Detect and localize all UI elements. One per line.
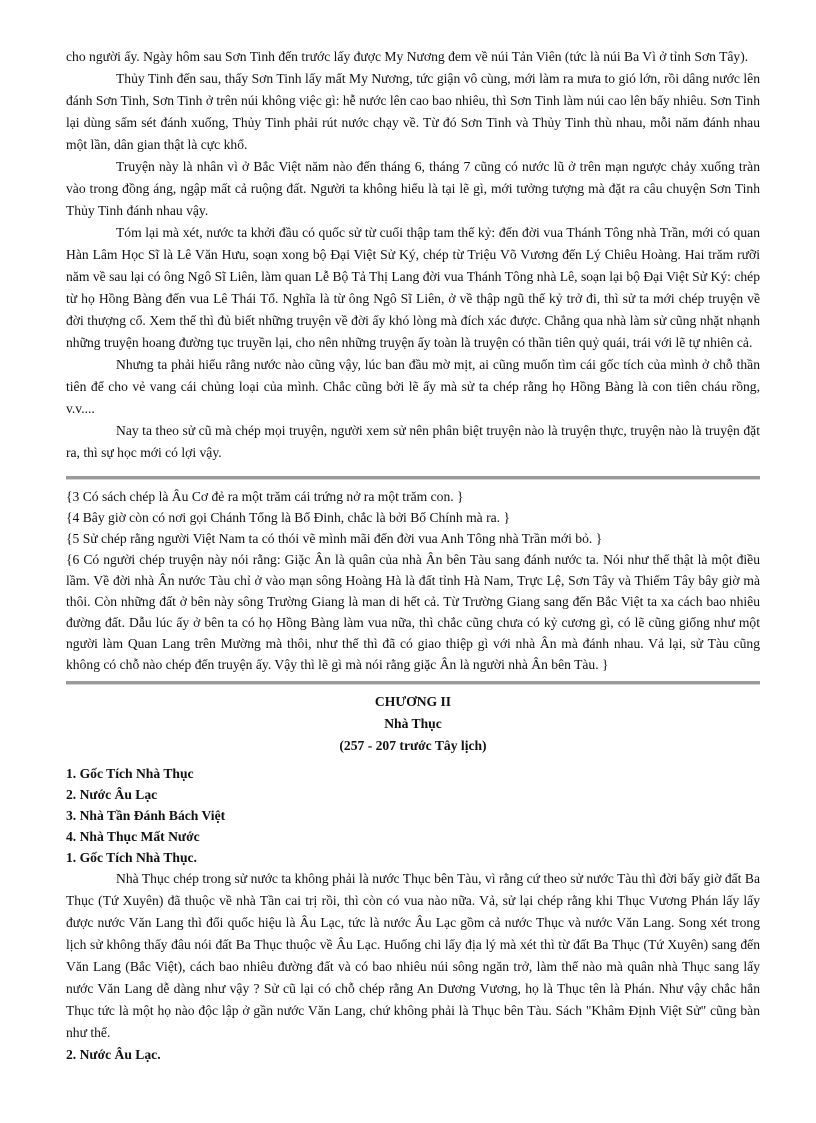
toc-item: 3. Nhà Tần Đánh Bách Việt: [66, 808, 226, 823]
footnote-divider: [66, 476, 760, 480]
body-paragraph: Nhà Thục chép trong sử nước ta không phải là nước Thục bên Tàu, vì rằng cứ theo sử nước Tàu thì đời bấy giờ đất Ba Thục (Tứ Xuyên) đã thuộc về nhà Tần cai trị rồi, thì còn có vua nào nữa. Vả, sử lại chép rằng khi Thục Vương Phán lấy lấy được nước Văn Lang thì đổi quốc hiệu là Âu Lạc, tức là nước Âu Lạc gồm cả nước Thục và nước Văn Lang. Song xét trong lịch sử không thấy đâu nói đất Ba Thục thuộc về Âu Lạc. Huống chi lấy địa lý mà xét thì từ đất Ba Thục (Tứ Xuyên) sang đến Văn Lang (Bắc Việt), cách bao nhiêu đường đất và có bao nhiêu núi sông ngăn trở, làm thế nào mà quân nhà Thục sang lấy nước Văn Lang dễ dàng như vậy ? Sử cũ lại có chỗ chép rằng An Dương Vương, họ là Thục tên là Phán. Như vậy chắc hẳn Thục tức là một họ nào độc lập ở gần nước Văn Lang, chứ không phải là Thục bên Tàu. Sách "Khâm Định Việt Sử" cũng bàn như thế.: [66, 871, 760, 1040]
chapter-subtitle: Nhà Thục: [384, 716, 442, 731]
toc-item: 4. Nhà Thục Mất Nước: [66, 829, 200, 844]
section-heading: 1. Gốc Tích Nhà Thục.: [66, 850, 197, 865]
document-page: [66, 46, 760, 1065]
toc-item: 1. Gốc Tích Nhà Thục: [66, 766, 194, 781]
footnote: {4 Bây giờ còn có nơi gọi Chánh Tổng là Bố Đinh, chắc là bởi Bố Chính mà ra. }: [66, 510, 511, 525]
body-paragraph: Thủy Tinh đến sau, thấy Sơn Tinh lấy mất My Nương, tức giận vô cùng, mới làm ra mưa to gió lớn, rồi dâng nước lên đánh Sơn Tinh, Sơn Tinh ở trên núi không việc gì: hễ nước lên cao bao nhiêu, thì Sơn Tinh làm núi cao lên bấy nhiêu. Sơn Tinh lại dùng sấm sét đánh xuống, Thủy Tinh phải rút nước chạy về. Từ đó Sơn Tinh và Thủy Tinh thù nhau, mỗi năm đánh nhau một lần, dân gian thật là cực khổ.: [66, 71, 760, 152]
body-paragraph: Nay ta theo sử cũ mà chép mọi truyện, người xem sử nên phân biệt truyện nào là truyện thực, truyện nào là truyện đặt ra, thì sự học mới có lợi vậy.: [66, 423, 760, 460]
body-paragraph: Tóm lại mà xét, nước ta khởi đầu có quốc sử từ cuối thập tam thế kỷ: đến đời vua Thánh Tông nhà Trần, mới có quan Hàn Lâm Học Sĩ là Lê Văn Hưu, soạn xong bộ Đại Việt Sử Ký, chép từ Triệu Võ Vương đến Lý Chiêu Hoàng. Hai trăm rưỡi năm về sau lại có ông Ngô Sĩ Liên, làm quan Lễ Bộ Tả Thị Lang đời vua Thánh Tông nhà Lê, soạn lại bộ Đại Việt Sử Ký: chép từ họ Hồng Bàng đến vua Lê Thái Tổ. Nghĩa là từ ông Ngô Sĩ Liên, ở về thập ngũ thế kỷ trở đi, thì sử ta mới chép truyện về đời thượng cổ. Xem thế thì đủ biết những truyện về đời ấy khó lòng mà đích xác được. Chẳng qua nhà làm sử cũng nhặt nhạnh những truyện hoang đường tục truyền lại, cho nên những truyện ấy toàn là truyện có thần tiên quỷ quái, trái với lẽ tự nhiên cả.: [66, 225, 760, 350]
footnote: {3 Có sách chép là Âu Cơ đẻ ra một trăm cái trứng nở ra một trăm con. }: [66, 489, 464, 504]
chapter-divider: [66, 681, 760, 685]
body-paragraph: cho người ấy. Ngày hôm sau Sơn Tinh đến trước lấy được My Nương đem về núi Tản Viên (tức là núi Ba Vì ở tỉnh Sơn Tây).: [66, 49, 749, 64]
chapter-title: CHƯƠNG II: [374, 694, 452, 709]
chapter-contents: [66, 763, 760, 847]
body-paragraph: Truyện này là nhân vì ở Bắc Việt năm nào đến tháng 6, tháng 7 cũng có nước lũ ở trên mạn ngược chảy xuống tràn vào trong đồng áng, ngập mất cả ruộng đất. Người ta không hiểu là tại lẽ gì, mới tưởng tượng mà đặt ra câu chuyện Sơn Tinh Thủy Tinh đánh nhau vậy.: [66, 159, 760, 218]
toc-item: 2. Nước Âu Lạc: [66, 787, 158, 802]
section-heading: 2. Nước Âu Lạc.: [66, 1047, 161, 1062]
body-paragraph: Nhưng ta phải hiểu rằng nước nào cũng vậy, lúc ban đầu mờ mịt, ai cũng muốn tìm cái gốc tích của mình ở chỗ thần tiên để cho vẻ vang cái chủng loại của mình. Chắc cũng bởi lẽ ấy mà sử ta chép rằng họ Hồng Bàng là con tiên cháu rồng, v.v....: [66, 357, 760, 416]
footnote: {5 Sử chép rằng người Việt Nam ta có thói vẽ mình mãi đến đời vua Anh Tông nhà Trần mới bỏ. }: [66, 531, 603, 546]
chapter-period: (257 - 207 trước Tây lịch): [339, 738, 487, 753]
footnote: {6 Có người chép truyện này nói rằng: Giặc Ân là quân của nhà Ân bên Tàu sang đánh nước ta. Nói như thế thật là một điều lầm. Về đời nhà Ân nước Tàu chỉ ở vào mạn sông Hoàng Hà là đất tỉnh Hà Nam, Trực Lệ, Sơn Tây và Thiểm Tây bây giờ mà thôi. Còn những đất ở bên này sông Trường Giang là man di hết cả. Từ Trường Giang sang đến Bắc Việt ta xa cách bao nhiêu đường đất. Dẫu lúc ấy ở bên ta có họ Hồng Bàng làm vua nữa, thì chắc cũng chưa có kỷ cương gì, có lẽ cũng giống như một người làm Quan Lang trên Mường mà thôi, như thế thì đã có giao thiệp gì với nhà Ân mà đánh nhau. Vả lại, sử Tàu cũng không có chỗ nào chép đến truyện ấy. Vậy thì lẽ gì mà nói rằng giặc Ân là người nhà Ân bên Tàu. }: [66, 552, 760, 672]
footnotes: [66, 486, 760, 675]
